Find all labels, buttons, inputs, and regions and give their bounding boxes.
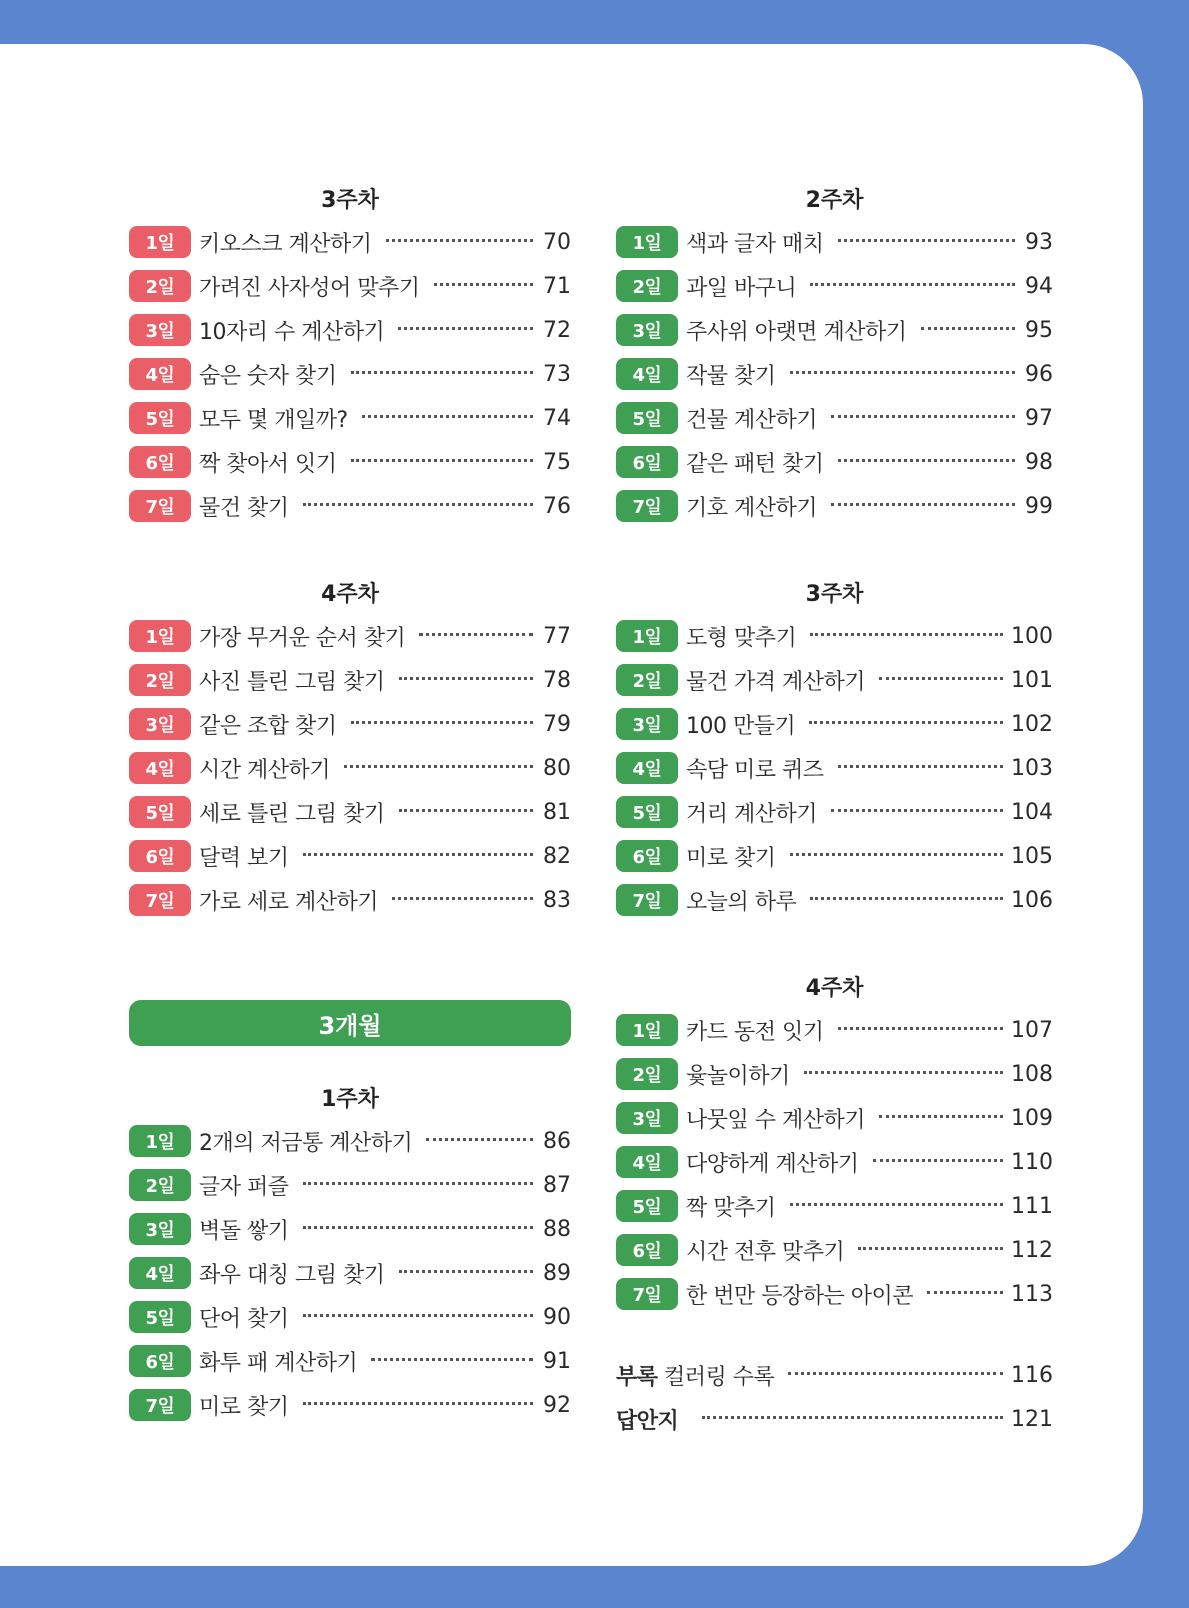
page-number: 101 [1011, 667, 1053, 693]
week-section [129, 570, 571, 922]
leader-dots [303, 1182, 533, 1185]
page-number: 96 [1025, 361, 1053, 387]
contents-row[interactable] [616, 440, 1053, 484]
day-badge: 1일 [129, 620, 191, 652]
day-badge: 3일 [129, 708, 191, 740]
day-badge: 4일 [616, 752, 678, 784]
contents-row[interactable] [129, 1339, 571, 1383]
page-number: 90 [543, 1304, 571, 1330]
contents-row[interactable] [129, 352, 571, 396]
week-title: 1주차 [321, 1086, 379, 1112]
activity-title: 나뭇잎 수 계산하기 [686, 1107, 866, 1133]
week-list [129, 614, 571, 922]
activity-title: 미로 찾기 [199, 1394, 289, 1420]
day-badge: 6일 [129, 1345, 191, 1377]
page-number: 116 [1011, 1362, 1053, 1388]
leader-dots [371, 1358, 533, 1361]
day-badge: 5일 [129, 1301, 191, 1333]
leader-dots [838, 765, 1004, 768]
leader-dots [434, 283, 533, 286]
leader-dots [303, 1314, 533, 1317]
week-list [616, 1008, 1053, 1316]
activity-title: 속담 미로 퀴즈 [686, 757, 824, 783]
week-section [616, 176, 1053, 528]
leader-dots [810, 633, 1003, 636]
leader-dots [351, 721, 534, 724]
day-badge: 2일 [129, 1169, 191, 1201]
day-badge: 6일 [616, 1234, 678, 1266]
contents-row[interactable] [616, 1140, 1053, 1184]
leader-dots [879, 677, 1003, 680]
page-number: 113 [1011, 1281, 1053, 1307]
day-badge: 7일 [129, 490, 191, 522]
page-number: 97 [1025, 405, 1053, 431]
contents-row[interactable] [616, 834, 1053, 878]
week-title: 4주차 [805, 975, 864, 1001]
activity-title: 작물 찾기 [686, 363, 776, 389]
activity-title: 단어 찾기 [199, 1306, 289, 1332]
day-badge: 7일 [616, 884, 678, 916]
page-number: 78 [543, 667, 571, 693]
contents-row[interactable] [616, 220, 1053, 264]
page-number: 106 [1011, 887, 1053, 913]
activity-title: 물건 찾기 [199, 495, 289, 521]
day-badge: 6일 [129, 840, 191, 872]
leader-dots [804, 1071, 1003, 1074]
contents-row[interactable] [616, 1008, 1053, 1052]
page-number: 91 [543, 1348, 571, 1374]
week-section [129, 176, 571, 528]
day-badge: 1일 [616, 1014, 678, 1046]
day-badge: 4일 [616, 358, 678, 390]
contents-row[interactable] [129, 1163, 571, 1207]
day-badge: 1일 [129, 1125, 191, 1157]
activity-title: 거리 계산하기 [686, 801, 818, 827]
leader-dots [921, 327, 1015, 330]
day-badge: 3일 [616, 1102, 678, 1134]
day-badge: 1일 [129, 226, 191, 258]
day-badge: 5일 [616, 796, 678, 828]
leader-dots [344, 765, 533, 768]
activity-title: 과일 바구니 [686, 275, 797, 301]
activity-title: 달력 보기 [199, 845, 289, 871]
leader-dots [790, 853, 1003, 856]
leader-dots [399, 1270, 534, 1273]
day-badge: 4일 [129, 752, 191, 784]
contents-row[interactable] [129, 878, 571, 922]
leader-dots [351, 459, 534, 462]
page-number: 112 [1011, 1237, 1053, 1263]
page-number: 80 [543, 755, 571, 781]
leader-dots [303, 1226, 533, 1229]
contents-row[interactable] [616, 484, 1053, 528]
day-badge: 2일 [129, 664, 191, 696]
contents-row[interactable] [129, 1119, 571, 1163]
page-number: 88 [543, 1216, 571, 1242]
page-number: 74 [543, 405, 571, 431]
leader-dots [810, 897, 1003, 900]
activity-title: 2개의 저금통 계산하기 [199, 1130, 413, 1156]
left-column [129, 176, 571, 1427]
page-number: 99 [1025, 493, 1053, 519]
activity-title: 세로 틀린 그림 찾기 [199, 801, 385, 827]
leader-dots [809, 721, 1003, 724]
week-list [616, 220, 1053, 528]
page-number: 108 [1011, 1061, 1053, 1087]
activity-title: 기호 계산하기 [686, 495, 818, 521]
page-number: 86 [543, 1128, 571, 1154]
contents-row[interactable] [129, 1383, 571, 1427]
week-section [616, 570, 1053, 922]
page-number: 89 [543, 1260, 571, 1286]
contents-row[interactable] [129, 396, 571, 440]
leader-dots [831, 809, 1003, 812]
day-badge: 3일 [129, 314, 191, 346]
contents-row[interactable] [616, 1228, 1053, 1272]
activity-title: 같은 패턴 찾기 [686, 451, 824, 477]
leader-dots [879, 1115, 1003, 1118]
day-badge: 6일 [129, 446, 191, 478]
page-number: 105 [1011, 843, 1053, 869]
contents-row[interactable] [129, 702, 571, 746]
day-badge: 2일 [616, 1058, 678, 1090]
contents-row[interactable] [616, 396, 1053, 440]
day-badge: 7일 [129, 1389, 191, 1421]
page-number: 87 [543, 1172, 571, 1198]
leader-dots [303, 503, 533, 506]
appendix-row[interactable] [616, 1353, 1053, 1397]
contents-row[interactable] [616, 658, 1053, 702]
contents-row[interactable] [129, 790, 571, 834]
day-badge: 1일 [616, 226, 678, 258]
leader-dots [788, 1372, 1003, 1375]
page-number: 73 [543, 361, 571, 387]
appendix-label: 답안지 [616, 1408, 679, 1434]
contents-row[interactable] [616, 1272, 1053, 1316]
activity-title: 오늘의 하루 [686, 889, 797, 915]
page-number: 94 [1025, 273, 1053, 299]
contents-row[interactable] [129, 220, 571, 264]
activity-title: 글자 퍼즐 [199, 1174, 289, 1200]
page-number: 76 [543, 493, 571, 519]
leader-dots [398, 327, 533, 330]
week-list [129, 1119, 571, 1427]
appendix-label: 부록 컬러링 수록 [616, 1364, 775, 1390]
day-badge: 7일 [616, 1278, 678, 1310]
week-title: 3주차 [321, 187, 379, 213]
week-section [616, 964, 1053, 1316]
contents-row[interactable] [616, 790, 1053, 834]
day-badge: 3일 [616, 708, 678, 740]
activity-title: 키오스크 계산하기 [199, 231, 372, 257]
leader-dots [831, 415, 1015, 418]
week-section [129, 1075, 571, 1427]
contents-row[interactable] [129, 484, 571, 528]
day-badge: 2일 [616, 270, 678, 302]
activity-title: 화투 패 계산하기 [199, 1350, 358, 1376]
contents-row[interactable] [616, 878, 1053, 922]
day-badge: 3일 [616, 314, 678, 346]
contents-row[interactable] [129, 834, 571, 878]
activity-title: 사진 틀린 그림 찾기 [199, 669, 385, 695]
activity-title: 벽돌 쌓기 [199, 1218, 289, 1244]
contents-row[interactable] [616, 1096, 1053, 1140]
leader-dots [838, 1027, 1004, 1030]
activity-title: 가려진 사자성어 맞추기 [199, 275, 420, 301]
day-badge: 4일 [616, 1146, 678, 1178]
contents-row[interactable] [129, 440, 571, 484]
page-number: 70 [543, 229, 571, 255]
leader-dots [303, 1402, 533, 1405]
day-badge: 2일 [616, 664, 678, 696]
month-banner: 3개월 [129, 1000, 571, 1046]
activity-title: 10자리 수 계산하기 [199, 319, 385, 345]
activity-title: 한 번만 등장하는 아이콘 [686, 1283, 914, 1309]
leader-dots [873, 1159, 1003, 1162]
page-number: 93 [1025, 229, 1053, 255]
day-badge: 4일 [129, 1257, 191, 1289]
page-number: 110 [1011, 1149, 1053, 1175]
contents-row[interactable] [129, 264, 571, 308]
leader-dots [351, 371, 534, 374]
page-number: 71 [543, 273, 571, 299]
day-badge: 5일 [616, 1190, 678, 1222]
contents-row[interactable] [616, 1052, 1053, 1096]
page-number: 81 [543, 799, 571, 825]
leader-dots [362, 415, 533, 418]
contents-row[interactable] [129, 1251, 571, 1295]
leader-dots [399, 809, 534, 812]
leader-dots [399, 677, 534, 680]
page-number: 104 [1011, 799, 1053, 825]
activity-title: 좌우 대칭 그림 찾기 [199, 1262, 385, 1288]
leader-dots [392, 897, 533, 900]
day-badge: 2일 [129, 270, 191, 302]
page-number: 100 [1011, 623, 1053, 649]
page-number: 121 [1011, 1406, 1053, 1432]
page-number: 79 [543, 711, 571, 737]
page-number: 77 [543, 623, 571, 649]
activity-title: 숨은 숫자 찾기 [199, 363, 337, 389]
week-list [616, 614, 1053, 922]
activity-title: 같은 조합 찾기 [199, 713, 337, 739]
activity-title: 건물 계산하기 [686, 407, 818, 433]
leader-dots [702, 1416, 1003, 1419]
page-number: 95 [1025, 317, 1053, 343]
day-badge: 1일 [616, 620, 678, 652]
activity-title: 짝 맞추기 [686, 1195, 776, 1221]
day-badge: 4일 [129, 358, 191, 390]
day-badge: 5일 [129, 402, 191, 434]
leader-dots [927, 1291, 1003, 1294]
leader-dots [858, 1247, 1003, 1250]
activity-title: 물건 가격 계산하기 [686, 669, 866, 695]
page-number: 109 [1011, 1105, 1053, 1131]
contents-row[interactable] [129, 308, 571, 352]
activity-title: 색과 글자 매치 [686, 231, 824, 257]
leader-dots [790, 1203, 1003, 1206]
activity-title: 모두 몇 개일까? [199, 407, 348, 433]
leader-dots [303, 853, 533, 856]
leader-dots [386, 239, 533, 242]
contents-row[interactable] [616, 614, 1053, 658]
contents-row[interactable] [129, 1295, 571, 1339]
leader-dots [419, 633, 533, 636]
appendix-list [616, 1353, 1053, 1441]
activity-title: 시간 전후 맞추기 [686, 1239, 845, 1265]
day-badge: 5일 [129, 796, 191, 828]
contents-row[interactable] [129, 614, 571, 658]
day-badge: 7일 [129, 884, 191, 916]
appendix-row[interactable] [616, 1397, 1053, 1441]
leader-dots [790, 371, 1015, 374]
contents-row[interactable] [616, 1184, 1053, 1228]
day-badge: 6일 [616, 840, 678, 872]
week-title: 3주차 [805, 581, 864, 607]
activity-title: 시간 계산하기 [199, 757, 331, 783]
contents-row[interactable] [616, 352, 1053, 396]
page-number: 75 [543, 449, 571, 475]
activity-title: 윷놀이하기 [686, 1063, 790, 1089]
day-badge: 5일 [616, 402, 678, 434]
contents-row[interactable] [129, 746, 571, 790]
leader-dots [838, 239, 1016, 242]
contents-row[interactable] [129, 658, 571, 702]
contents-row[interactable] [616, 264, 1053, 308]
page-number: 107 [1011, 1017, 1053, 1043]
leader-dots [831, 503, 1015, 506]
page-number: 111 [1011, 1193, 1053, 1219]
activity-title: 가장 무거운 순서 찾기 [199, 625, 406, 651]
page-number: 102 [1011, 711, 1053, 737]
week-list [129, 220, 571, 528]
leader-dots [810, 283, 1015, 286]
contents-row[interactable] [616, 702, 1053, 746]
activity-title: 카드 동전 잇기 [686, 1019, 824, 1045]
day-badge: 3일 [129, 1213, 191, 1245]
activity-title: 100 만들기 [686, 713, 796, 739]
right-column [616, 176, 1053, 1441]
page-number: 92 [543, 1392, 571, 1418]
activity-title: 주사위 아랫면 계산하기 [686, 319, 907, 345]
week-title: 2주차 [805, 187, 864, 213]
contents-row[interactable] [616, 746, 1053, 790]
page-number: 72 [543, 317, 571, 343]
contents-row[interactable] [616, 308, 1053, 352]
leader-dots [838, 459, 1016, 462]
activity-title: 다양하게 계산하기 [686, 1151, 859, 1177]
leader-dots [426, 1138, 533, 1141]
activity-title: 미로 찾기 [686, 845, 776, 871]
contents-page [0, 44, 1143, 1566]
activity-title: 짝 찾아서 잇기 [199, 451, 337, 477]
contents-row[interactable] [129, 1207, 571, 1251]
page-number: 83 [543, 887, 571, 913]
page-number: 98 [1025, 449, 1053, 475]
activity-title: 도형 맞추기 [686, 625, 797, 651]
page-number: 82 [543, 843, 571, 869]
week-title: 4주차 [321, 581, 379, 607]
page-number: 103 [1011, 755, 1053, 781]
activity-title: 가로 세로 계산하기 [199, 889, 379, 915]
day-badge: 6일 [616, 446, 678, 478]
day-badge: 7일 [616, 490, 678, 522]
